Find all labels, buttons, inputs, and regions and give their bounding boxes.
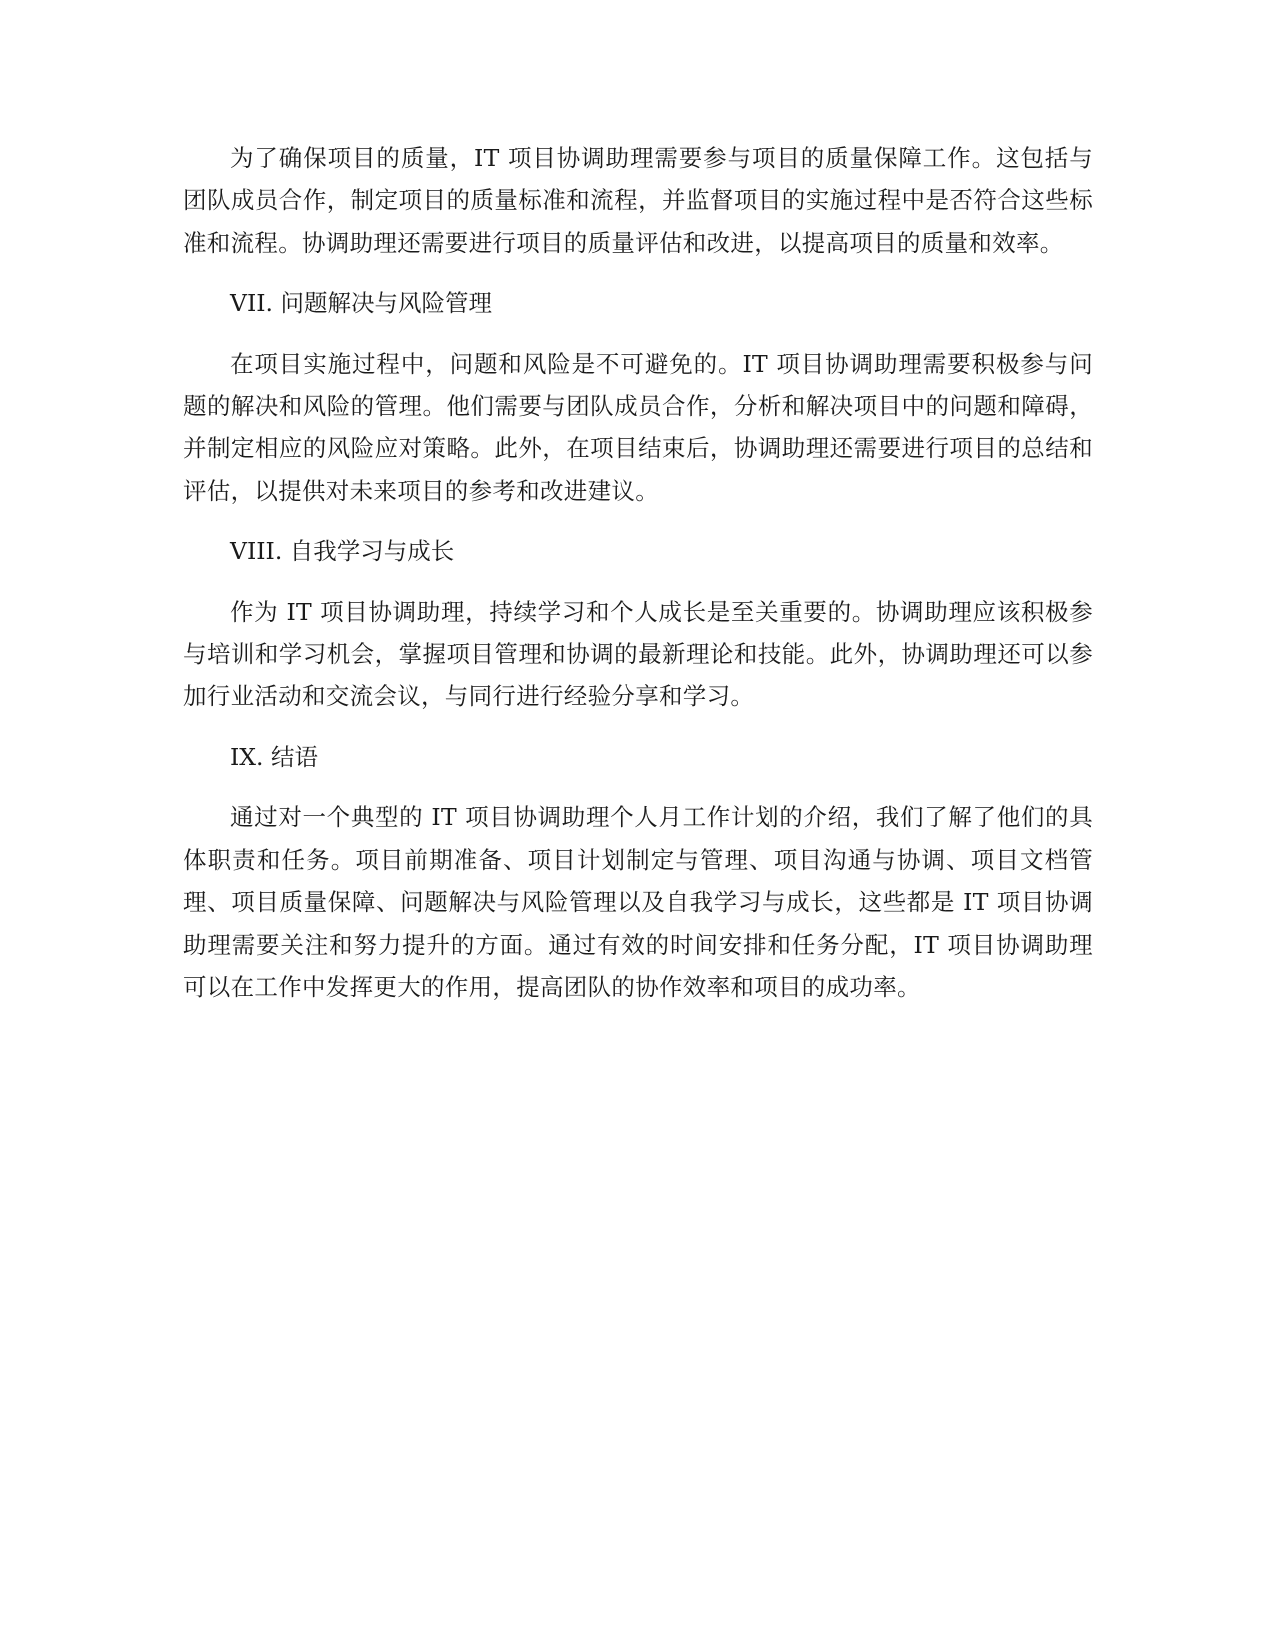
paragraph-conclusion: 通过对一个典型的 IT 项目协调助理个人月工作计划的介绍，我们了解了他们的具体职责和任务。项目前期准备、项目计划制定与管理、项目沟通与协调、项目文档管理、项目质量保障、问题解决与风险管理以及自我学习与成长，这些都是 IT 项目协调助理需要关注和努力提升的方面。通过有效的时间安排和任务分配，IT 项目协调助理可以在工作中发挥更大的作用，提高团队的协作效率和项目的成功率。 — [183, 803, 1093, 1001]
paragraph-quality-assurance: 为了确保项目的质量，IT 项目协调助理需要参与项目的质量保障工作。这包括与团队成员合作，制定项目的质量标准和流程，并监督项目的实施过程中是否符合这些标准和流程。协调助理还需要进行项目的质量评估和改进，以提高项目的质量和效率。 — [183, 144, 1093, 257]
paragraph-problem-risk: 在项目实施过程中，问题和风险是不可避免的。IT 项目协调助理需要积极参与问题的解决和风险的管理。他们需要与团队成员合作，分析和解决项目中的问题和障碍，并制定相应的风险应对策略。此外，在项目结束后，协调助理还需要进行项目的总结和评估，以提供对未来项目的参考和改进建议。 — [183, 349, 1093, 505]
paragraph-self-learning: 作为 IT 项目协调助理，持续学习和个人成长是至关重要的。协调助理应该积极参与培训和学习机会，掌握项目管理和协调的最新理论和技能。此外，协调助理还可以参加行业活动和交流会议，与同行进行经验分享和学习。 — [183, 597, 1093, 711]
heading-self-learning: VIII. 自我学习与成长 — [230, 537, 455, 566]
heading-conclusion: IX. 结语 — [230, 742, 318, 771]
document-page — [183, 137, 1093, 1026]
heading-problem-risk: VII. 问题解决与风险管理 — [230, 289, 492, 318]
